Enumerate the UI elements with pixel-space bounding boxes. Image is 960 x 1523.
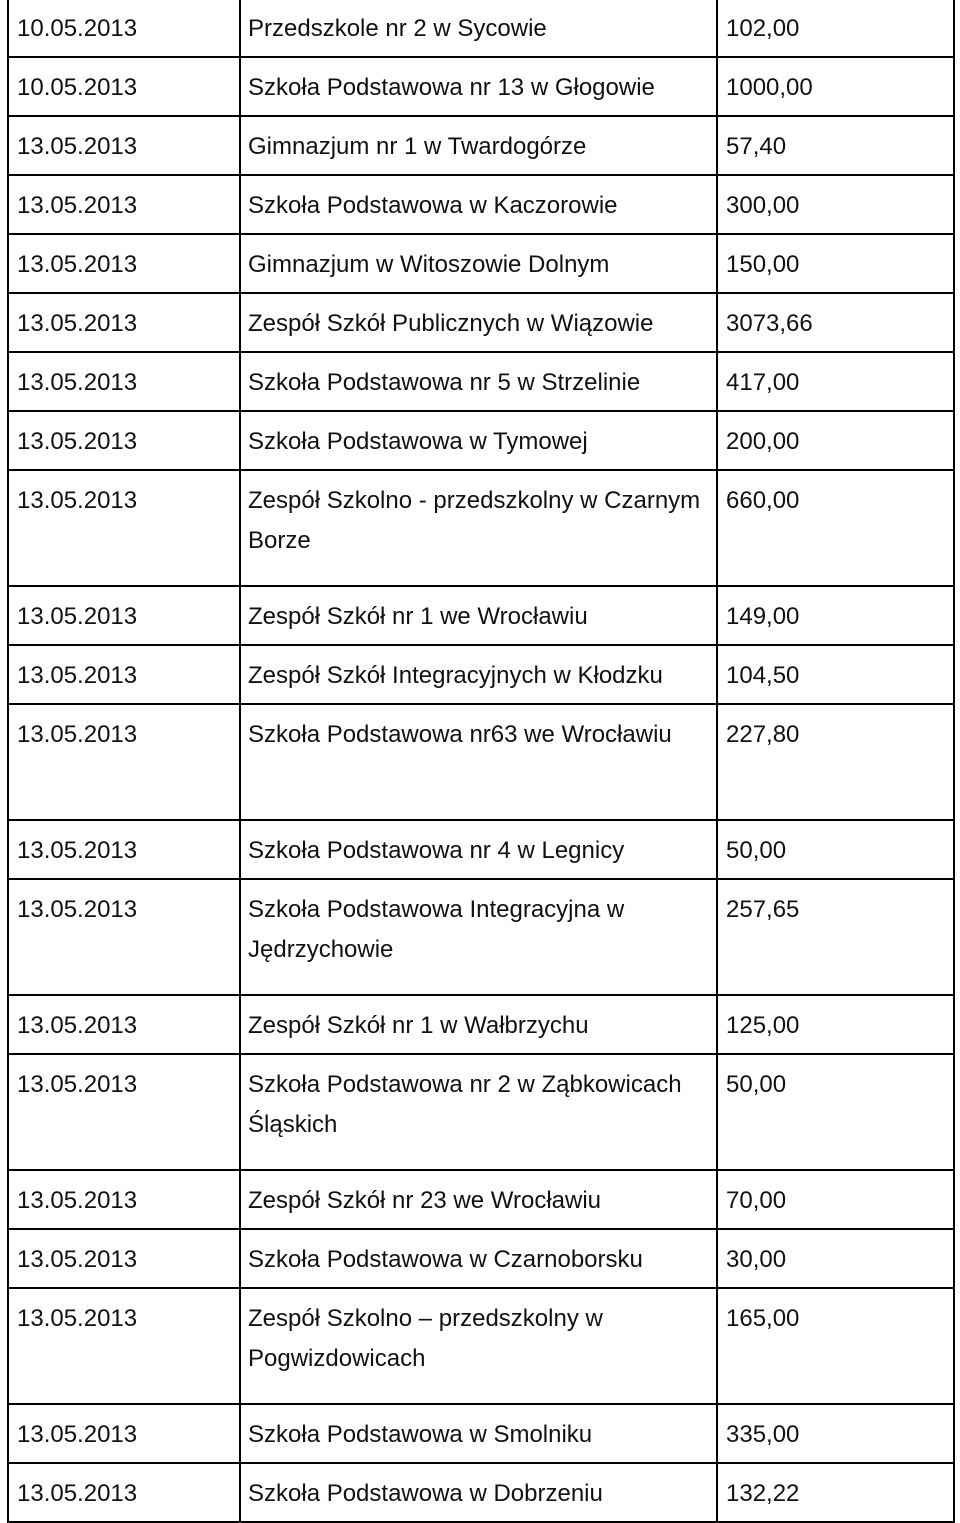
- row-date: 10.05.2013: [8, 57, 240, 116]
- row-institution: Szkoła Podstawowa nr63 we Wrocławiu: [240, 704, 717, 820]
- row-date: 13.05.2013: [8, 116, 240, 175]
- row-date: 13.05.2013: [8, 586, 240, 645]
- row-institution: Zespół Szkół nr 23 we Wrocławiu: [240, 1170, 717, 1229]
- table-row: [8, 1404, 954, 1463]
- row-date: 13.05.2013: [8, 470, 240, 586]
- row-amount: 70,00: [717, 1170, 954, 1229]
- row-amount: 102,00: [717, 0, 954, 57]
- row-date: 13.05.2013: [8, 645, 240, 704]
- table-row: [8, 116, 954, 175]
- table-row: [8, 1229, 954, 1288]
- table-body: [8, 0, 954, 1522]
- row-date: 13.05.2013: [8, 879, 240, 995]
- table-row: [8, 1170, 954, 1229]
- row-date: 13.05.2013: [8, 820, 240, 879]
- row-amount: 104,50: [717, 645, 954, 704]
- table-row: [8, 352, 954, 411]
- donations-table: [7, 0, 955, 1523]
- row-date: 13.05.2013: [8, 1170, 240, 1229]
- row-date: 13.05.2013: [8, 1404, 240, 1463]
- row-institution: Gimnazjum nr 1 w Twardogórze: [240, 116, 717, 175]
- table-row: [8, 293, 954, 352]
- row-institution: Szkoła Podstawowa nr 5 w Strzelinie: [240, 352, 717, 411]
- row-date: 13.05.2013: [8, 293, 240, 352]
- table-row: [8, 0, 954, 57]
- row-amount: 132,22: [717, 1463, 954, 1522]
- row-institution: Zespół Szkół nr 1 w Wałbrzychu: [240, 995, 717, 1054]
- row-amount: 1000,00: [717, 57, 954, 116]
- row-date: 13.05.2013: [8, 1229, 240, 1288]
- row-institution: Zespół Szkół Integracyjnych w Kłodzku: [240, 645, 717, 704]
- row-institution: Zespół Szkół nr 1 we Wrocławiu: [240, 586, 717, 645]
- table-row: [8, 411, 954, 470]
- row-amount: 3073,66: [717, 293, 954, 352]
- row-institution: Szkoła Podstawowa w Czarnoborsku: [240, 1229, 717, 1288]
- row-amount: 257,65: [717, 879, 954, 995]
- row-institution: Zespół Szkolno – przedszkolny w Pogwizdowicach: [240, 1288, 717, 1404]
- table-row: [8, 586, 954, 645]
- row-date: 13.05.2013: [8, 175, 240, 234]
- row-amount: 150,00: [717, 234, 954, 293]
- table-row: [8, 234, 954, 293]
- row-institution: Zespół Szkół Publicznych w Wiązowie: [240, 293, 717, 352]
- row-institution: Szkoła Podstawowa w Dobrzeniu: [240, 1463, 717, 1522]
- row-date: 13.05.2013: [8, 352, 240, 411]
- row-date: 13.05.2013: [8, 1054, 240, 1170]
- row-amount: 227,80: [717, 704, 954, 820]
- row-amount: 57,40: [717, 116, 954, 175]
- table-row: [8, 1463, 954, 1522]
- row-amount: 50,00: [717, 1054, 954, 1170]
- row-amount: 300,00: [717, 175, 954, 234]
- row-amount: 30,00: [717, 1229, 954, 1288]
- row-institution: Zespół Szkolno - przedszkolny w Czarnym Borze: [240, 470, 717, 586]
- table-row: [8, 820, 954, 879]
- row-date: 13.05.2013: [8, 234, 240, 293]
- table-row: [8, 1288, 954, 1404]
- row-amount: 149,00: [717, 586, 954, 645]
- row-institution: Szkoła Podstawowa nr 4 w Legnicy: [240, 820, 717, 879]
- row-date: 13.05.2013: [8, 995, 240, 1054]
- table-row: [8, 1054, 954, 1170]
- table-row: [8, 704, 954, 820]
- row-date: 13.05.2013: [8, 704, 240, 820]
- row-institution: Gimnazjum w Witoszowie Dolnym: [240, 234, 717, 293]
- row-amount: 660,00: [717, 470, 954, 586]
- row-institution: Szkoła Podstawowa w Tymowej: [240, 411, 717, 470]
- row-date: 13.05.2013: [8, 1288, 240, 1404]
- row-amount: 417,00: [717, 352, 954, 411]
- row-amount: 50,00: [717, 820, 954, 879]
- row-date: 10.05.2013: [8, 0, 240, 57]
- row-amount: 200,00: [717, 411, 954, 470]
- row-institution: Szkoła Podstawowa w Smolniku: [240, 1404, 717, 1463]
- table-row: [8, 175, 954, 234]
- row-institution: Przedszkole nr 2 w Sycowie: [240, 0, 717, 57]
- table-row: [8, 995, 954, 1054]
- table-row: [8, 645, 954, 704]
- row-amount: 165,00: [717, 1288, 954, 1404]
- table-row: [8, 879, 954, 995]
- table-row: [8, 57, 954, 116]
- row-institution: Szkoła Podstawowa nr 13 w Głogowie: [240, 57, 717, 116]
- row-date: 13.05.2013: [8, 411, 240, 470]
- row-amount: 335,00: [717, 1404, 954, 1463]
- row-institution: Szkoła Podstawowa Integracyjna w Jędrzychowie: [240, 879, 717, 995]
- row-institution: Szkoła Podstawowa w Kaczorowie: [240, 175, 717, 234]
- table-row: [8, 470, 954, 586]
- row-institution: Szkoła Podstawowa nr 2 w Ząbkowicach Śląskich: [240, 1054, 717, 1170]
- row-amount: 125,00: [717, 995, 954, 1054]
- row-date: 13.05.2013: [8, 1463, 240, 1522]
